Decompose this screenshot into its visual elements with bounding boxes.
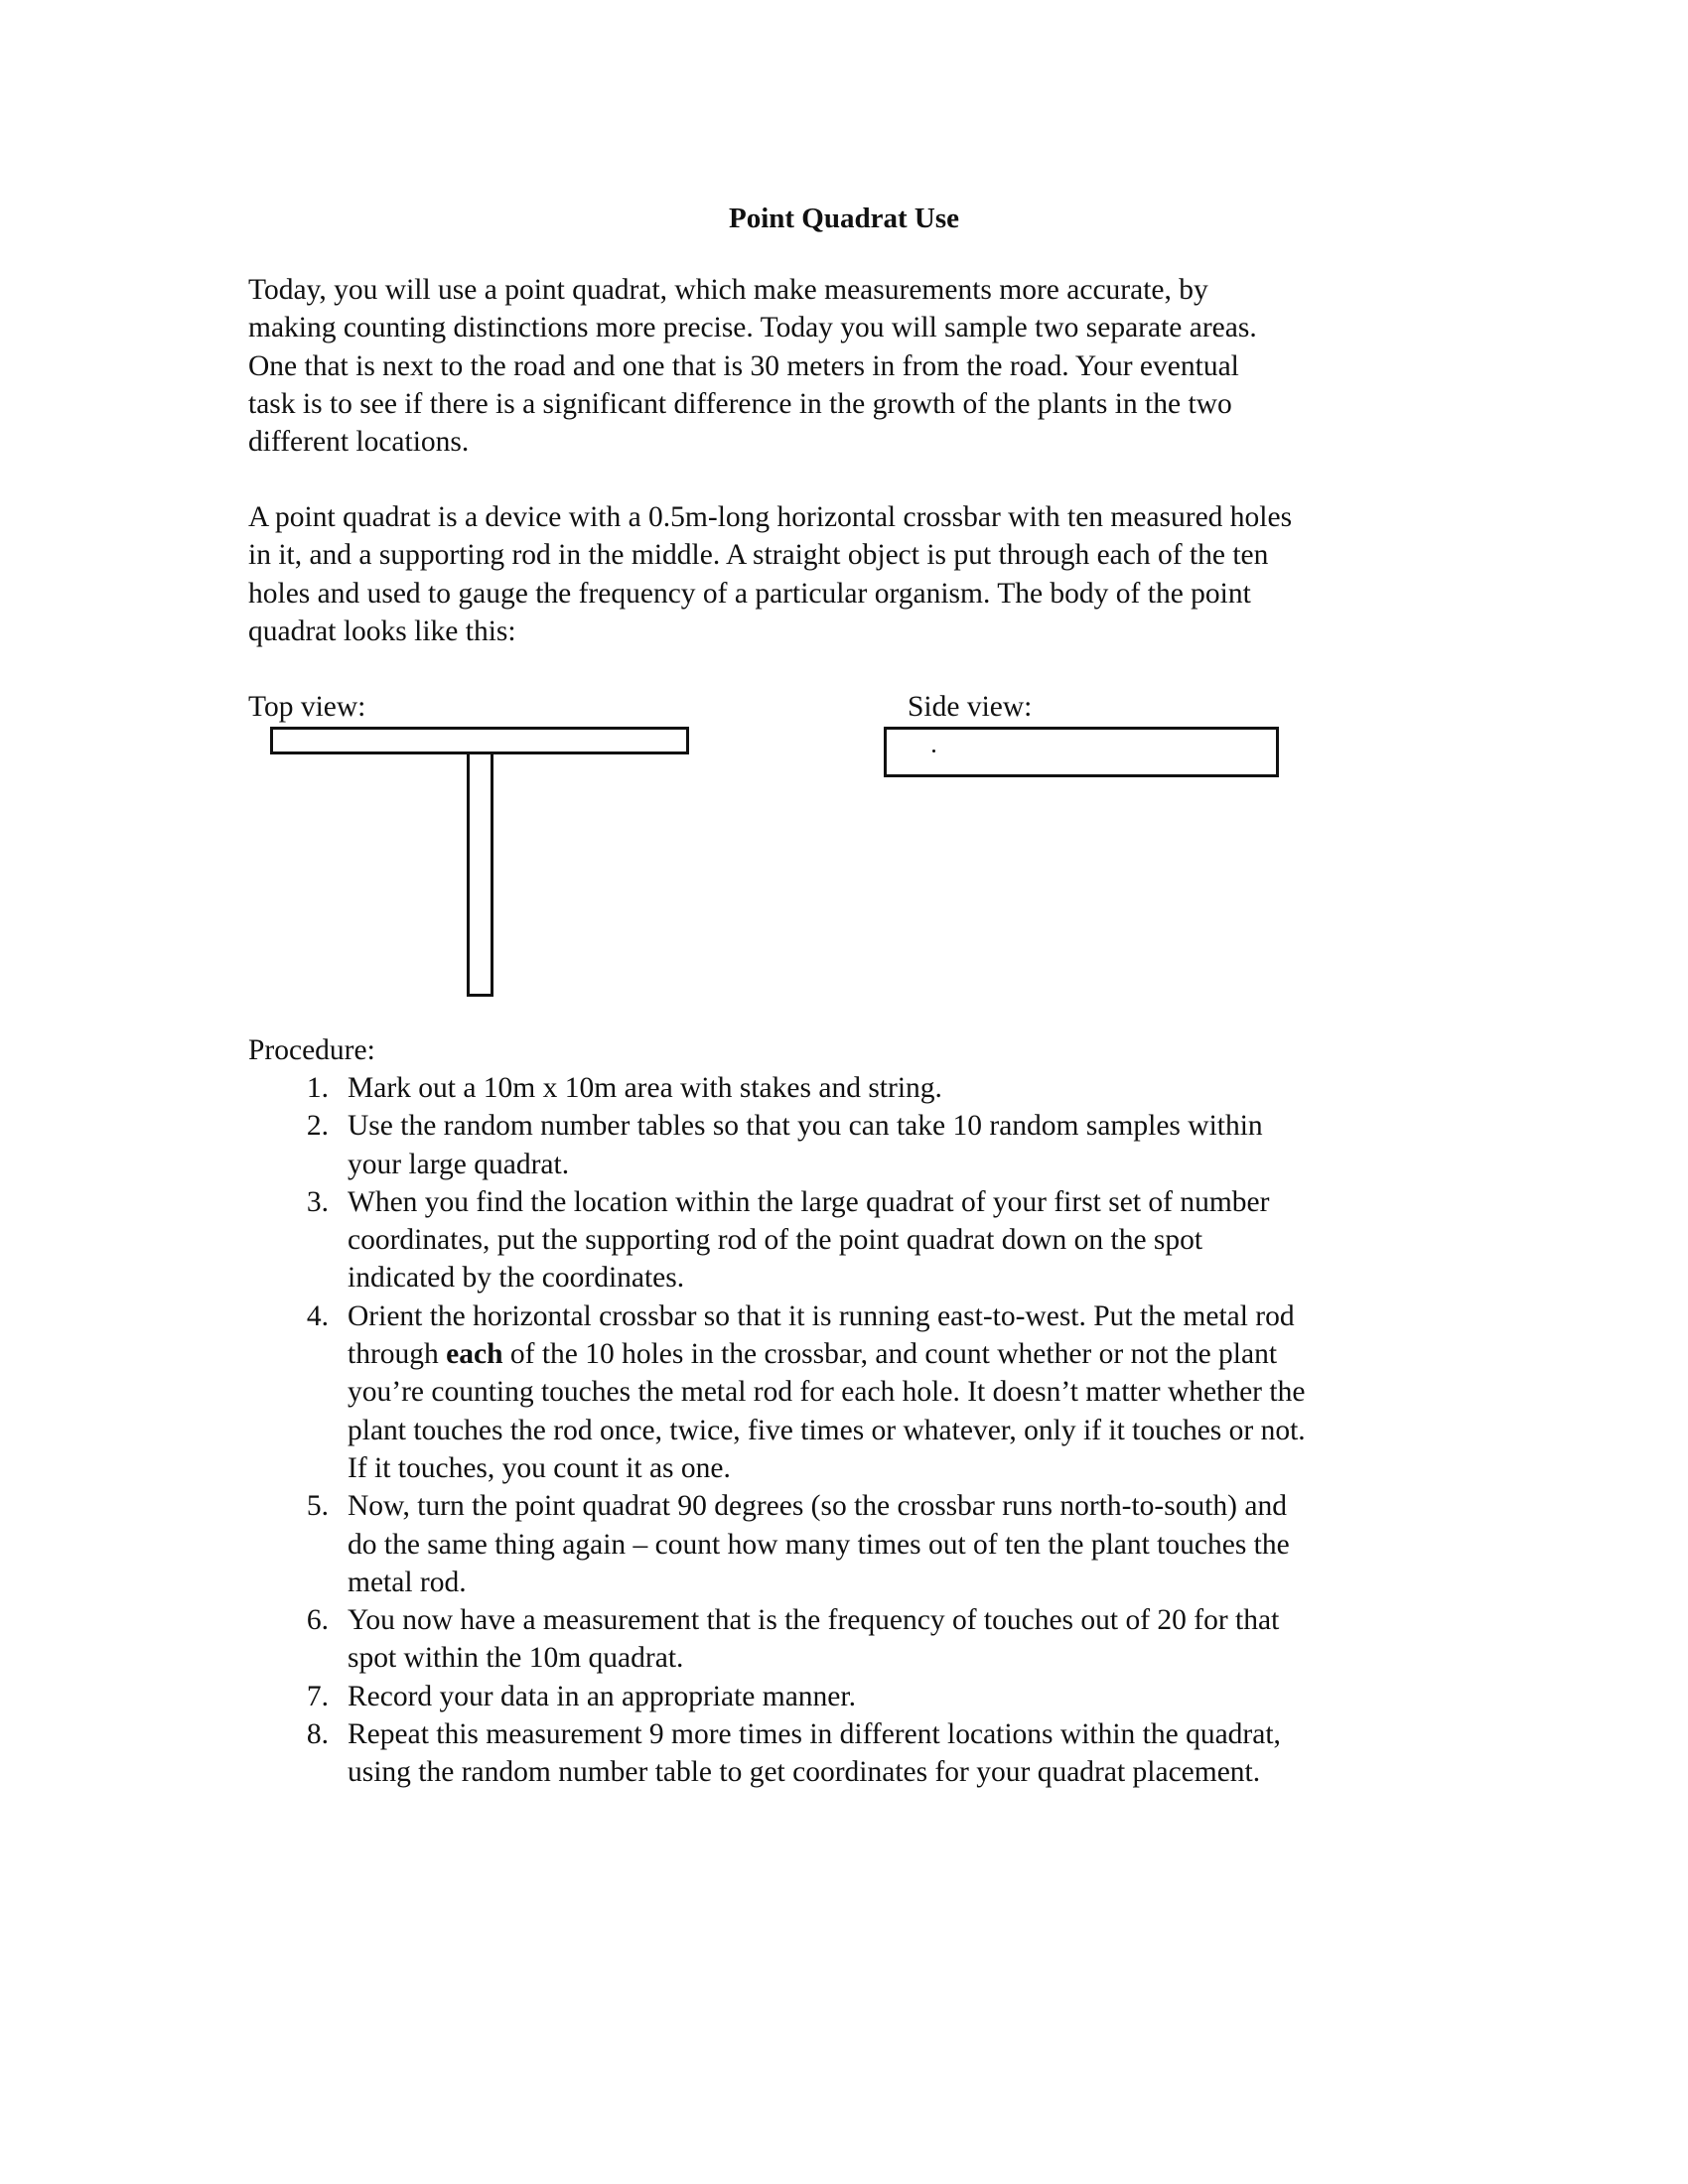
- procedure-heading: Procedure:: [248, 1034, 375, 1066]
- step-number: 6.: [306, 1604, 329, 1637]
- step-text: Orient the horizontal crossbar so that it is running east-to-west. Put the metal rod: [348, 1299, 1295, 1332]
- description-line: in it, and a supporting rod in the middle. A straight object is put through each of the ten: [248, 539, 1269, 572]
- step-number: 1.: [306, 1072, 329, 1104]
- step-text: using the random number table to get coordinates for your quadrat placement.: [348, 1756, 1261, 1789]
- intro-line: Today, you will use a point quadrat, which make measurements more accurate, by: [248, 274, 1208, 306]
- step-text: metal rod.: [348, 1566, 467, 1598]
- step-text: Repeat this measurement 9 more times in different locations within the quadrat,: [348, 1718, 1281, 1751]
- step-number: 5.: [306, 1490, 329, 1523]
- step-text: you’re counting touches the metal rod for each hole. It doesn’t matter whether the: [348, 1376, 1306, 1409]
- description-paragraph: [248, 498, 1460, 650]
- step-text-segment: of the 10 holes in the crossbar, and count whether or not the plant: [502, 1338, 1278, 1371]
- procedure-step: [248, 1715, 1489, 1792]
- procedure-step: [248, 1183, 1489, 1297]
- page-title: Point Quadrat Use: [729, 203, 959, 234]
- step-text: indicated by the coordinates.: [348, 1262, 685, 1295]
- step-text: When you find the location within the large quadrat of your first set of number: [348, 1185, 1270, 1218]
- procedure-step: [248, 1678, 1489, 1715]
- top-view-crossbar: [270, 727, 689, 754]
- step-text: Use the random number tables so that you can take 10 random samples within: [348, 1110, 1263, 1143]
- step-text: Mark out a 10m x 10m area with stakes and string.: [348, 1072, 942, 1104]
- step-text: spot within the 10m quadrat.: [348, 1642, 684, 1675]
- step-text: your large quadrat.: [348, 1148, 570, 1180]
- top-view-supporting-rod: [467, 751, 493, 997]
- step-text: Record your data in an appropriate manner.: [348, 1680, 856, 1712]
- procedure-steps: [248, 1069, 1489, 1792]
- intro-paragraph: [248, 271, 1460, 461]
- step-text-with-emphasis: [348, 1335, 1489, 1373]
- top-view-label: Top view:: [248, 691, 366, 723]
- intro-line: One that is next to the road and one that is 30 meters in from the road. Your eventual: [248, 349, 1239, 382]
- step-number: 8.: [306, 1718, 329, 1751]
- side-view-label: Side view:: [908, 691, 1033, 723]
- procedure-step: [248, 1297, 1489, 1487]
- description-line: holes and used to gauge the frequency of a particular organism. The body of the point: [248, 577, 1251, 610]
- procedure-step: [248, 1069, 1489, 1107]
- step-text: Now, turn the point quadrat 90 degrees (so the crossbar runs north-to-south) and: [348, 1490, 1287, 1523]
- description-line: A point quadrat is a device with a 0.5m-long horizontal crossbar with ten measured holes: [248, 501, 1293, 533]
- step-text: You now have a measurement that is the frequency of touches out of 20 for that: [348, 1604, 1280, 1637]
- step-text-segment: through: [348, 1338, 447, 1371]
- intro-line: different locations.: [248, 426, 470, 459]
- description-line: quadrat looks like this:: [248, 614, 516, 647]
- step-number: 3.: [306, 1185, 329, 1218]
- procedure-step: [248, 1107, 1489, 1183]
- step-number: 7.: [306, 1680, 329, 1712]
- side-view-crossbar: [884, 727, 1279, 777]
- step-text: coordinates, put the supporting rod of the point quadrat down on the spot: [348, 1224, 1203, 1257]
- step-text: do the same thing again – count how many times out of ten the plant touches the: [348, 1528, 1290, 1561]
- step-text: If it touches, you count it as one.: [348, 1451, 731, 1484]
- procedure-step: [248, 1601, 1489, 1678]
- step-number: 2.: [306, 1110, 329, 1143]
- intro-line: task is to see if there is a significant difference in the growth of the plants in the two: [248, 387, 1232, 420]
- emphasized-word: each: [446, 1338, 503, 1371]
- step-number: 4.: [306, 1299, 329, 1332]
- side-view-hole-mark: [932, 750, 935, 752]
- procedure-step: [248, 1487, 1489, 1601]
- intro-line: making counting distinctions more precise. Today you will sample two separate areas.: [248, 312, 1257, 344]
- step-text: plant touches the rod once, twice, five times or whatever, only if it touches or not.: [348, 1414, 1306, 1446]
